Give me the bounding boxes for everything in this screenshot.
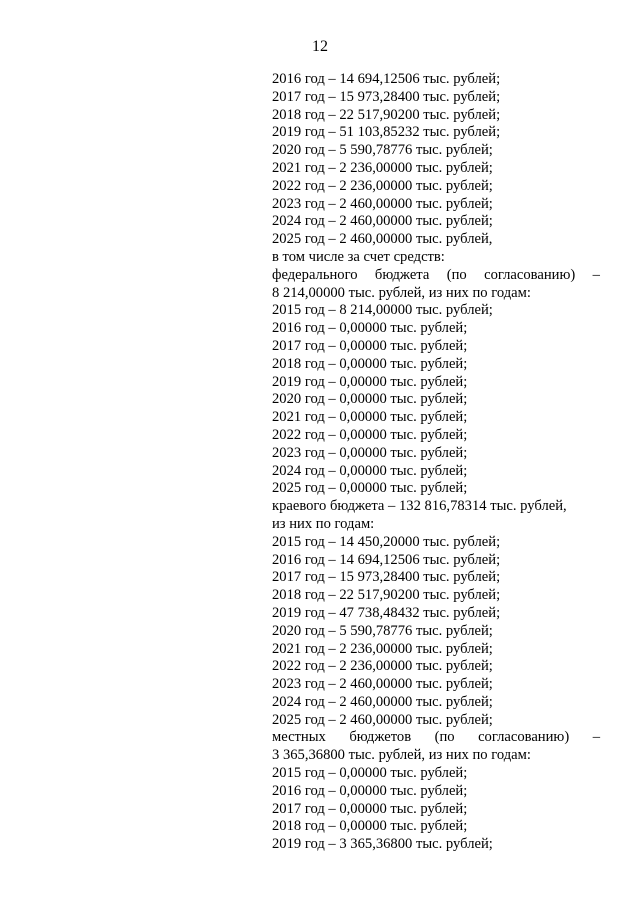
local-budget-section: [272, 729, 600, 854]
text-line: 2019 год – 3 365,36800 тыс. рублей;: [272, 836, 493, 853]
text-line: 2020 год – 5 590,78776 тыс. рублей;: [272, 142, 493, 159]
text-line: 2023 год – 0,00000 тыс. рублей;: [272, 444, 468, 461]
local-budget-heading: [272, 729, 600, 747]
text-line: 2023 год – 2 460,00000 тыс. рублей;: [272, 676, 493, 693]
text-line: 2025 год – 2 460,00000 тыс. рублей,: [272, 231, 493, 248]
heading-word: (по: [434, 729, 455, 746]
text-line: краевого бюджета – 132 816,78314 тыс. рублей,: [272, 498, 567, 515]
text-line: 8 214,00000 тыс. рублей, из них по годам:: [272, 284, 531, 301]
heading-word: согласованию): [484, 266, 576, 283]
text-line: 2018 год – 0,00000 тыс. рублей;: [272, 355, 468, 372]
heading-word: –: [592, 729, 600, 746]
text-line: 2025 год – 2 460,00000 тыс. рублей;: [272, 711, 493, 728]
text-line: 2020 год – 5 590,78776 тыс. рублей;: [272, 622, 493, 639]
text-line: 2016 год – 14 694,12506 тыс. рублей;: [272, 551, 501, 568]
text-line: 2022 год – 0,00000 тыс. рублей;: [272, 426, 468, 443]
heading-word: бюджетов: [349, 729, 412, 746]
text-line: 2018 год – 22 517,90200 тыс. рублей;: [272, 106, 501, 123]
text-line: 2022 год – 2 236,00000 тыс. рублей;: [272, 177, 493, 194]
text-line: 2018 год – 22 517,90200 тыс. рублей;: [272, 587, 501, 604]
heading-word: согласованию): [478, 729, 570, 746]
text-line: 2019 год – 51 103,85232 тыс. рублей;: [272, 124, 501, 141]
total-years-list: [272, 71, 600, 267]
text-line: 2017 год – 0,00000 тыс. рублей;: [272, 800, 468, 817]
text-line: 2024 год – 2 460,00000 тыс. рублей;: [272, 213, 493, 230]
heading-word: (по: [446, 266, 467, 283]
text-line: 2022 год – 2 236,00000 тыс. рублей;: [272, 658, 493, 675]
federal-budget-heading: [272, 267, 600, 285]
regional-budget-section: [272, 498, 600, 729]
text-line: 2017 год – 0,00000 тыс. рублей;: [272, 337, 468, 354]
text-line: 3 365,36800 тыс. рублей, из них по годам:: [272, 747, 531, 764]
page-number: 12: [312, 38, 328, 55]
heading-word: местных: [272, 729, 326, 746]
heading-word: бюджета: [374, 266, 430, 283]
text-line: из них по годам:: [272, 515, 375, 532]
heading-word: –: [592, 266, 600, 283]
text-line: 2020 год – 0,00000 тыс. рублей;: [272, 391, 468, 408]
heading-word: федерального: [272, 266, 358, 283]
text-line: 2017 год – 15 973,28400 тыс. рублей;: [272, 569, 501, 586]
text-line: 2019 год – 0,00000 тыс. рублей;: [272, 373, 468, 390]
text-line: 2015 год – 14 450,20000 тыс. рублей;: [272, 533, 501, 550]
text-line: 2016 год – 14 694,12506 тыс. рублей;: [272, 71, 501, 87]
text-line: 2024 год – 0,00000 тыс. рублей;: [272, 462, 468, 479]
text-line: 2017 год – 15 973,28400 тыс. рублей;: [272, 88, 501, 105]
text-line: 2016 год – 0,00000 тыс. рублей;: [272, 782, 468, 799]
text-line: в том числе за счет средств:: [272, 248, 445, 265]
text-line: 2018 год – 0,00000 тыс. рублей;: [272, 818, 468, 835]
text-line: 2015 год – 8 214,00000 тыс. рублей;: [272, 302, 493, 319]
text-line: 2021 год – 0,00000 тыс. рублей;: [272, 409, 468, 426]
text-line: 2023 год – 2 460,00000 тыс. рублей;: [272, 195, 493, 212]
text-line: 2019 год – 47 738,48432 тыс. рублей;: [272, 604, 501, 621]
federal-budget-section: [272, 267, 600, 498]
text-line: 2025 год – 0,00000 тыс. рублей;: [272, 480, 468, 497]
document-body: [272, 71, 600, 854]
text-line: 2024 год – 2 460,00000 тыс. рублей;: [272, 693, 493, 710]
text-line: 2016 год – 0,00000 тыс. рублей;: [272, 320, 468, 337]
text-line: 2021 год – 2 236,00000 тыс. рублей;: [272, 640, 493, 657]
text-line: 2015 год – 0,00000 тыс. рублей;: [272, 765, 468, 782]
text-line: 2021 год – 2 236,00000 тыс. рублей;: [272, 159, 493, 176]
